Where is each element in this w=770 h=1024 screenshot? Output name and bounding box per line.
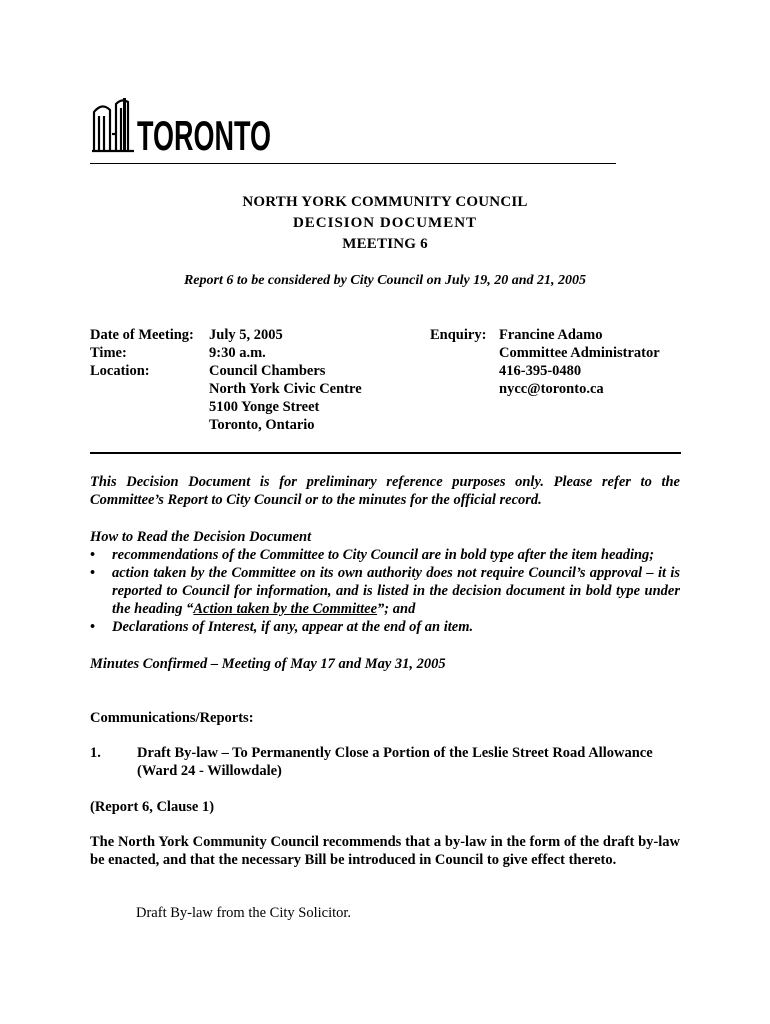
location-line: Council Chambers	[209, 363, 326, 379]
bullet-text-part: ”; and	[377, 601, 416, 617]
document-title: DECISION DOCUMENT	[292, 215, 478, 231]
location-line: 5100 Yonge Street	[209, 399, 320, 415]
section-divider	[90, 452, 681, 454]
recommendation-text: The North York Community Council recommends that a by-law in the form of the draft by-law be enacted, and that the necessary Bill be introduced in Council to give effect thereto.	[90, 834, 680, 868]
meeting-number: MEETING 6	[342, 236, 428, 252]
time-label: Time:	[90, 345, 127, 361]
report-subtitle: Report 6 to be considered by City Council on July 19, 20 and 21, 2005	[183, 273, 587, 288]
enquiry-label: Enquiry:	[430, 327, 487, 343]
list-item	[90, 564, 680, 618]
communications-heading: Communications/Reports:	[90, 710, 254, 726]
location-line: North York Civic Centre	[209, 381, 362, 397]
location-label: Location:	[90, 363, 150, 379]
item-title-line: Draft By-law – To Permanently Close a Portion of the Leslie Street Road Allowance	[137, 745, 653, 761]
date-value: July 5, 2005	[209, 327, 283, 343]
disclaimer: This Decision Document is for preliminary reference purposes only. Please refer to the Committee’s Report to City Council or to the minutes for the official record.	[90, 474, 680, 508]
list-item	[90, 546, 680, 564]
minutes-confirmed: Minutes Confirmed – Meeting of May 17 and May 31, 2005	[90, 656, 446, 672]
report-reference: (Report 6, Clause 1)	[90, 799, 215, 815]
location-line: Toronto, Ontario	[209, 417, 315, 433]
date-label: Date of Meeting:	[90, 327, 194, 343]
how-to-heading: How to Read the Decision Document	[90, 529, 312, 545]
bullet-icon: •	[90, 619, 96, 635]
bullet-text-part: action taken by the Committee on its own authority does not require Council’s approval – it is reported to Council for information, and is listed in the decision document in bold type under the heading “	[112, 565, 680, 617]
council-title: NORTH YORK COMMUNITY COUNCIL	[242, 194, 528, 210]
time-value: 9:30 a.m.	[209, 345, 266, 361]
bullet-icon: •	[90, 565, 96, 581]
logo-wordmark: TORONTO	[137, 112, 271, 159]
city-hall-icon	[90, 94, 275, 159]
header-divider	[90, 163, 616, 164]
bullet-text: Declarations of Interest, if any, appear at the end of an item.	[112, 619, 474, 635]
how-to-list	[90, 546, 680, 636]
enquiry-phone: 416-395-0480	[499, 363, 582, 379]
enquiry-email: nycc@toronto.ca	[499, 381, 604, 397]
action-taken-link: Action taken by the Committee	[193, 601, 378, 617]
bullet-text: recommendations of the Committee to City Council are in bold type after the item heading;	[112, 547, 655, 563]
item-number: 1.	[90, 745, 101, 761]
item-title	[137, 744, 682, 780]
attachment-text: Draft By-law from the City Solicitor.	[136, 905, 352, 921]
bullet-text	[112, 564, 680, 618]
item-title-line: (Ward 24 - Willowdale)	[137, 763, 282, 779]
list-item	[90, 618, 680, 636]
toronto-logo	[90, 94, 275, 159]
enquiry-contact-name: Francine Adamo	[499, 327, 603, 343]
enquiry-contact-role: Committee Administrator	[499, 345, 660, 361]
bullet-icon: •	[90, 547, 96, 563]
